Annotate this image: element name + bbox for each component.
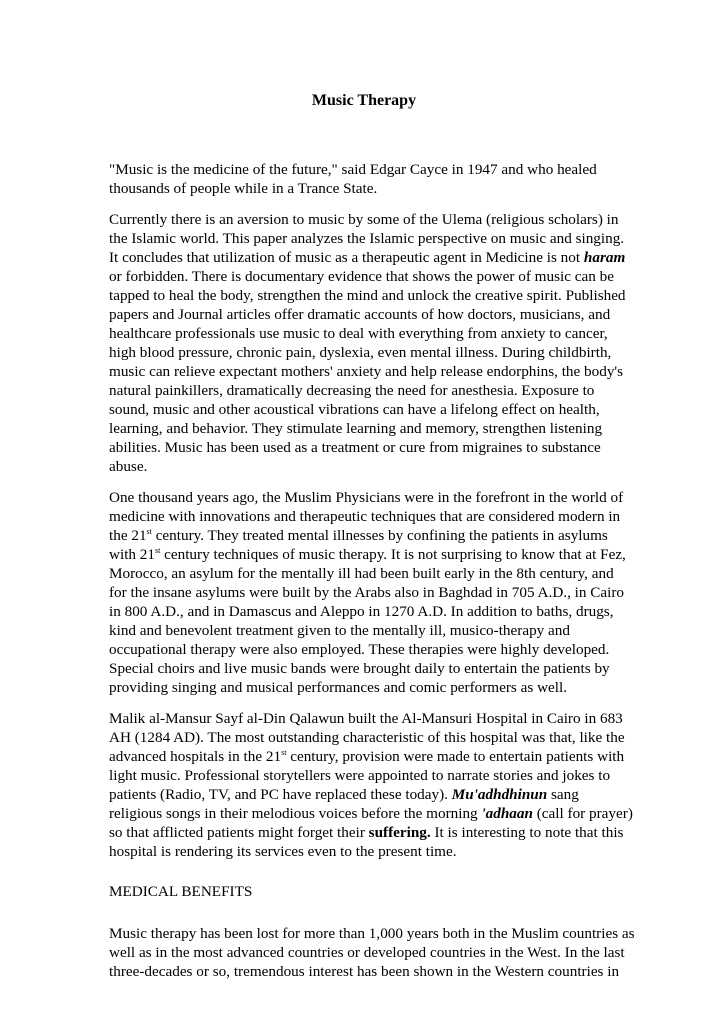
text-line: three-decades or so, tremendous interest has been shown in the Western countries in [109,963,620,980]
text-line: the 21st century. They treated mental illnesses by confining the patients in asylums [109,527,608,544]
text-line: Special choirs and live music bands were brought daily to entertain the patients by [109,660,610,677]
text-line: Currently there is an aversion to music by some of the Ulema (religious scholars) in [109,211,619,228]
text-line: kind and benevolent treatment given to the mentally ill, musico-therapy and [109,622,570,639]
text-line: sound, music and other acoustical vibrations can have a lifelong effect on health, [109,401,600,418]
text-line: "Music is the medicine of the future," said Edgar Cayce in 1947 and who healed [109,161,597,178]
text-line: abuse. [109,458,148,475]
text-line: advanced hospitals in the 21st century, provision were made to entertain patients with [109,748,625,765]
text-line: thousands of people while in a Trance State. [109,180,378,197]
text-line: papers and Journal articles offer dramatic accounts of how doctors, musicians, and [109,306,611,323]
section-heading-medical-benefits: MEDICAL BENEFITS [109,883,253,900]
text-line: or forbidden. There is documentary evidence that shows the power of music can be [109,268,614,285]
text-line: so that afflicted patients might forget their suffering. It is interesting to note that this [109,824,624,841]
text-line: patients (Radio, TV, and PC have replaced these today). Mu'adhdhinun sang [109,786,579,803]
text-line: with 21st century techniques of music therapy. It is not surprising to know that at Fez, [109,546,626,563]
text-line: music can relieve expectant mothers' anxiety and help release endorphins, the body's [109,363,624,380]
text-line: hospital is rendering its services even to the present time. [109,843,457,860]
text-line: medicine with innovations and therapeutic techniques that are considered modern in [109,508,621,525]
text-line: healthcare professionals use music to deal with everything from anxiety to cancer, [109,325,608,342]
text-line: religious songs in their melodious voices before the morning 'adhaan (call for prayer) [109,805,633,822]
text-line: AH (1284 AD). The most outstanding characteristic of this hospital was that, like the [109,729,625,746]
text-line: Music therapy has been lost for more than 1,000 years both in the Muslim countries as [109,925,635,942]
text-line: learning, and behavior. They stimulate learning and memory, strengthen listening [109,420,603,437]
text-line: in 800 A.D., and in Damascus and Aleppo in 1270 A.D. In addition to baths, drugs, [109,603,614,620]
text-line: light music. Professional storytellers were appointed to narrate stories and jokes to [109,767,611,784]
text-line: occupational therapy were also employed. These therapies were highly developed. [109,641,610,658]
text-line: high blood pressure, chronic pain, dyslexia, even mental illness. During childbirth, [109,344,612,361]
text-line: for the insane asylums were built by the Arabs also in Baghdad in 705 A.D., in Cairo [109,584,625,601]
text-line: It concludes that utilization of music as a therapeutic agent in Medicine is not haram [109,249,626,266]
text-line: abilities. Music has been used as a treatment or cure from migraines to substance [109,439,601,456]
page-title: Music Therapy [311,92,417,109]
text-line: tapped to heal the body, strengthen the mind and unlock the creative spirit. Published [109,287,626,304]
text-line: Malik al-Mansur Sayf al-Din Qalawun built the Al-Mansuri Hospital in Cairo in 683 [109,710,623,727]
text-line: One thousand years ago, the Muslim Physicians were in the forefront in the world of [109,489,624,506]
text-line: the Islamic world. This paper analyzes the Islamic perspective on music and singing. [109,230,625,247]
text-line: Morocco, an asylum for the mentally ill had been built early in the 8th century, and [109,565,614,582]
text-line: well as in the most advanced countries or developed countries in the West. In the last [109,944,625,961]
text-line: providing singing and musical performances and comic performers as well. [109,679,568,696]
text-line: natural painkillers, dramatically decreasing the need for anesthesia. Exposure to [109,382,595,399]
